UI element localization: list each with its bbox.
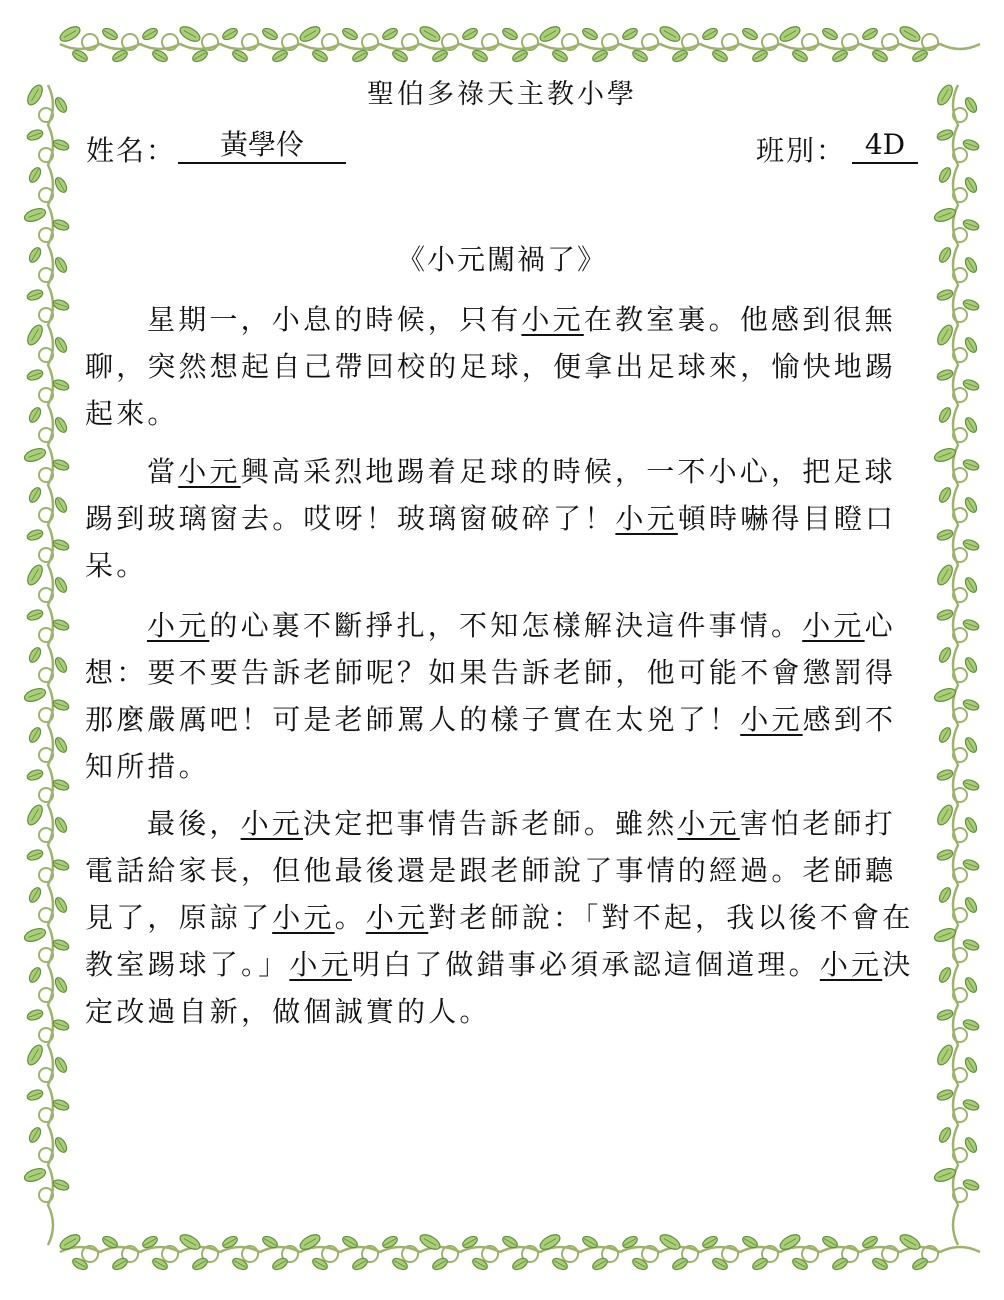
vine-leaf xyxy=(53,1136,69,1154)
vine-leaf xyxy=(23,926,47,944)
vine-leaf xyxy=(25,323,46,348)
vine-leaf xyxy=(631,48,649,64)
underlined-name: 小元 xyxy=(147,609,210,642)
vine-leaf xyxy=(27,726,43,744)
vine-leaf xyxy=(26,848,44,862)
underlined-name: 小元 xyxy=(240,807,304,840)
vine-leaf xyxy=(701,26,719,42)
underlined-name: 小元 xyxy=(365,901,429,934)
underlined-name: 小元 xyxy=(740,703,803,736)
vine-leaf xyxy=(26,288,44,302)
vine-leaf xyxy=(231,1256,249,1272)
vine-leaf xyxy=(381,26,399,42)
vine-leaf xyxy=(831,48,849,64)
vine-leaf xyxy=(26,608,44,622)
vine-leaf xyxy=(341,26,359,42)
vine-leaf xyxy=(936,848,954,862)
vine-leaf xyxy=(791,48,809,64)
vine-leaf xyxy=(937,646,953,664)
vine-leaf xyxy=(141,26,159,42)
vine-leaf xyxy=(671,1256,689,1272)
vine-leaf xyxy=(58,24,83,45)
vine-leaf xyxy=(111,1256,129,1272)
vine-leaf xyxy=(52,1018,70,1032)
vine-leaf xyxy=(471,48,489,64)
vine-leaf xyxy=(25,1043,46,1068)
vine-leaf xyxy=(27,1126,43,1144)
vine-leaf xyxy=(52,378,70,392)
vine-leaf xyxy=(25,563,46,588)
class-value: 4D xyxy=(852,128,918,164)
vine-leaf xyxy=(671,48,689,64)
vine-leaf xyxy=(431,1256,449,1272)
vine-leaf xyxy=(511,1256,529,1272)
text-segment: 當 xyxy=(147,455,179,488)
underlined-name: 小元 xyxy=(802,609,865,642)
vine-leaf xyxy=(53,736,69,754)
vine-leaf xyxy=(937,486,953,504)
vine-leaf xyxy=(52,458,70,472)
name-label: 姓名： xyxy=(86,134,177,167)
vine-leaf xyxy=(53,416,69,434)
vine-leaf xyxy=(26,128,44,142)
vine-leaf xyxy=(27,486,43,504)
underlined-name: 小元 xyxy=(677,807,740,840)
text-segment: 對老師說：「對不起，我以後不會在教室踢球了。」 xyxy=(85,901,914,981)
vine-leaf xyxy=(937,1126,953,1144)
vine-leaf xyxy=(471,1256,489,1272)
vine-leaf xyxy=(936,1088,954,1102)
vine-leaf xyxy=(871,1256,889,1272)
vine-leaf xyxy=(461,26,479,42)
vine-leaf xyxy=(52,218,70,232)
vine-leaf xyxy=(71,1256,89,1272)
vine-leaf xyxy=(311,48,329,64)
vine-leaf xyxy=(831,1256,849,1272)
vine-leaf xyxy=(52,698,70,712)
vine-leaf xyxy=(621,26,639,42)
vine-leaf xyxy=(778,24,803,45)
vine-leaf xyxy=(111,48,129,64)
text-segment: 。 xyxy=(334,901,366,934)
vine-leaf xyxy=(936,528,954,542)
vine-leaf xyxy=(52,618,70,632)
vine-leaf xyxy=(191,48,209,64)
vine-leaf xyxy=(937,166,953,184)
vine-leaf xyxy=(911,1256,929,1272)
vine-leaf xyxy=(391,48,409,64)
vine-leaf xyxy=(23,446,47,464)
class-label: 班別： xyxy=(756,134,847,167)
text-segment: 的心裏不斷掙扎，不知怎樣解決這件事情。 xyxy=(209,609,803,642)
vine-leaf xyxy=(658,24,683,45)
text-segment: 最後， xyxy=(147,807,241,840)
vine-leaf xyxy=(351,48,369,64)
vine-leaf xyxy=(53,1056,69,1074)
underlined-name: 小元 xyxy=(819,948,883,981)
vine-leaf xyxy=(25,803,46,828)
vine-leaf xyxy=(27,166,43,184)
vine-leaf xyxy=(27,966,43,984)
essay-title: 《小元闖禍了》 xyxy=(396,243,607,276)
vine-leaf xyxy=(53,656,69,674)
vine-leaf xyxy=(52,778,70,792)
vine-leaf xyxy=(821,26,839,42)
vine-leaf xyxy=(298,24,323,45)
vine-leaf xyxy=(937,726,953,744)
vine-leaf xyxy=(23,1166,47,1184)
vine-leaf xyxy=(71,48,89,64)
text-segment: 興高采烈地踢着足球的時候，一不小心，把足球踢到玻璃窗去。哎呀！玻璃窗破碎了！ xyxy=(85,455,896,535)
underlined-name: 小元 xyxy=(178,455,241,488)
vine-leaf xyxy=(52,138,70,152)
vine-leaf xyxy=(53,976,69,994)
vine-leaf xyxy=(26,1088,44,1102)
text-segment: 明白了做錯事必須承認這個道理。 xyxy=(351,948,820,981)
vine-leaf xyxy=(431,48,449,64)
vine-leaf xyxy=(911,48,929,64)
vine-leaf xyxy=(53,816,69,834)
text-segment: 在教室裏。他感到很無聊，突然想起自己帶回校的足球，便拿出足球來，愉快地踢起來。 xyxy=(85,303,897,430)
text-segment: 決定把事情告訴老師。雖然 xyxy=(303,807,678,840)
vine-leaf xyxy=(26,368,44,382)
vine-leaf xyxy=(936,128,954,142)
vine-leaf xyxy=(52,1098,70,1112)
vine-leaf xyxy=(591,48,609,64)
vine-leaf xyxy=(53,496,69,514)
vine-leaf xyxy=(27,886,43,904)
vine-leaf xyxy=(351,1256,369,1272)
vine-leaf xyxy=(937,406,953,424)
vine-leaf xyxy=(52,858,70,872)
vine-leaf xyxy=(711,1256,729,1272)
text-segment: 頓時嚇得目瞪口呆。 xyxy=(85,502,897,582)
student-name: 黃學伶 xyxy=(178,128,346,164)
vine-leaf xyxy=(581,26,599,42)
text-segment: 感到不知所措。 xyxy=(85,703,897,783)
text-segment: 害怕老師打電話給家長，但他最後還是跟老師說了事情的經過。老師聽見了，原諒了 xyxy=(85,807,897,934)
vine-leaf xyxy=(741,26,759,42)
vine-leaf xyxy=(936,368,954,382)
vine-leaf xyxy=(937,966,953,984)
vine-leaf xyxy=(271,48,289,64)
vine-leaf xyxy=(23,686,47,704)
paragraph-1 xyxy=(85,296,925,437)
underlined-name: 小元 xyxy=(289,948,352,981)
vine-leaf xyxy=(936,288,954,302)
vine-leaf xyxy=(53,176,69,194)
vine-leaf xyxy=(52,1178,70,1192)
vine-leaf xyxy=(936,1008,954,1022)
vine-leaf xyxy=(501,26,519,42)
vine-leaf xyxy=(511,48,529,64)
vine-leaf xyxy=(52,298,70,312)
vine-leaf xyxy=(711,48,729,64)
vine-leaf xyxy=(936,768,954,782)
underlined-name: 小元 xyxy=(615,502,678,535)
text-segment: 決定改過自新，做個誠實的人。 xyxy=(85,948,914,1028)
text-segment: 星期一，小息的時候，只有 xyxy=(147,303,522,336)
vine-leaf xyxy=(751,48,769,64)
vine-leaf xyxy=(791,1256,809,1272)
vine-leaf xyxy=(53,576,69,594)
vine-leaf xyxy=(26,1008,44,1022)
vine-leaf xyxy=(191,1256,209,1272)
vine-leaf xyxy=(26,768,44,782)
vine-leaf xyxy=(23,206,47,224)
vine-leaf xyxy=(53,336,69,354)
vine-leaf xyxy=(52,938,70,952)
underlined-name: 小元 xyxy=(272,901,335,934)
paragraph-3 xyxy=(85,602,925,790)
school-name: 聖伯多祿天主教小學 xyxy=(367,79,637,110)
paragraph-4 xyxy=(85,800,925,1035)
vine-leaf xyxy=(26,528,44,542)
vine-leaf xyxy=(551,1256,569,1272)
vine-leaf xyxy=(391,1256,409,1272)
vine-leaf xyxy=(311,1256,329,1272)
vine-leaf xyxy=(52,538,70,552)
underlined-name: 小元 xyxy=(521,303,584,336)
vine-leaf xyxy=(27,406,43,424)
vine-leaf xyxy=(418,24,443,45)
vine-leaf xyxy=(898,24,923,45)
vine-leaf xyxy=(151,48,169,64)
vine-leaf xyxy=(538,24,563,45)
vine-leaf xyxy=(178,24,203,45)
vine-leaf xyxy=(591,1256,609,1272)
vine-leaf xyxy=(937,886,953,904)
vine-leaf xyxy=(271,1256,289,1272)
vine-leaf xyxy=(871,48,889,64)
vine-leaf xyxy=(551,48,569,64)
vine-leaf xyxy=(53,896,69,914)
vine-leaf xyxy=(631,1256,649,1272)
vine-leaf xyxy=(861,26,879,42)
vine-leaf xyxy=(936,608,954,622)
text-segment: 心想：要不要告訴老師呢？如果告訴老師，他可能不會懲罰得那麼嚴厲吧！可是老師罵人的樣子實在太兇了！ xyxy=(85,609,897,736)
vine-leaf xyxy=(261,26,279,42)
vine-leaf xyxy=(231,48,249,64)
vine-leaf xyxy=(151,1256,169,1272)
vine-leaf xyxy=(221,26,239,42)
paragraph-2 xyxy=(85,448,925,589)
vine-leaf xyxy=(101,26,119,42)
vine-leaf xyxy=(751,1256,769,1272)
vine-leaf xyxy=(27,646,43,664)
